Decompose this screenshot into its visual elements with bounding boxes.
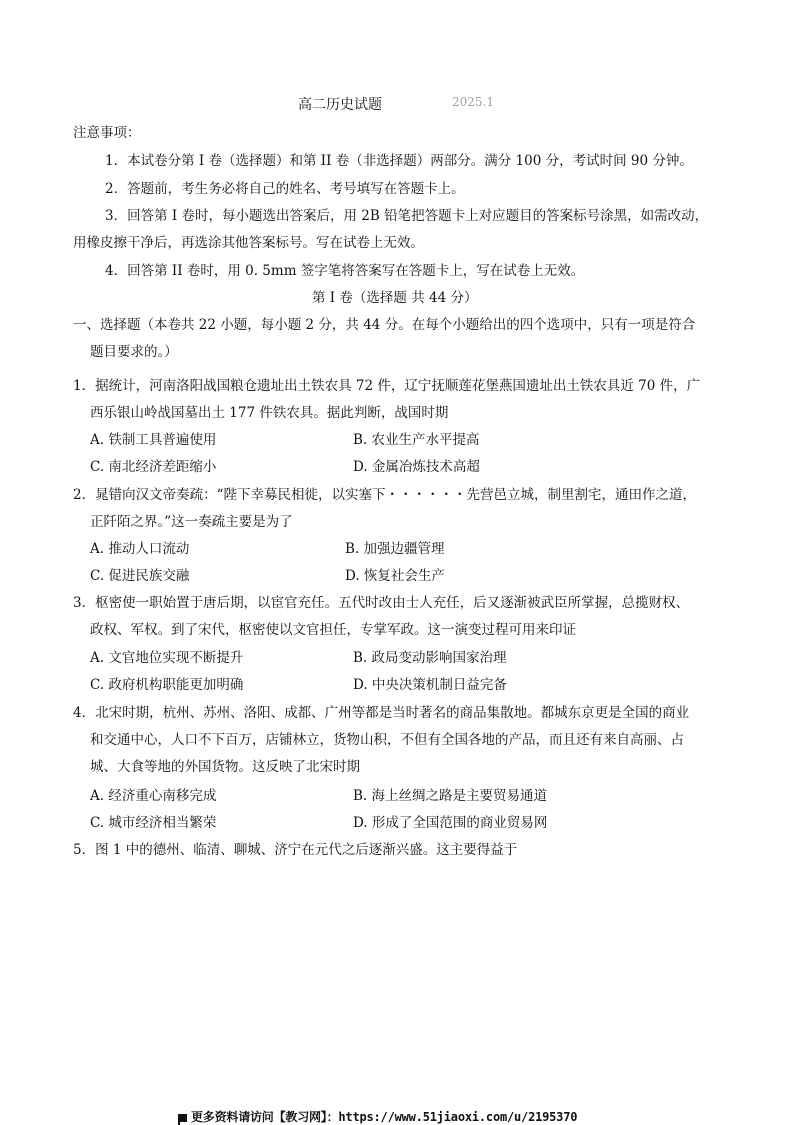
question-4-option-b: B. 海上丝绸之路是主要贸易通道 <box>353 788 548 804</box>
notice-heading: 注意事项： <box>73 125 141 141</box>
notice-item: 4．回答第 II 卷时，用 0. 5mm 签字笔将答案写在答题卡上，写在试卷上无效。 <box>105 263 585 279</box>
question-2-option-a: A. 推动人口流动 <box>90 541 190 557</box>
question-2-stem: 2．晁错向汉文帝奏疏：“陛下幸募民相徙，以实塞下・・・・・・先营邑立城，制里割宅，通田作之道， <box>73 487 696 503</box>
question-1-option-c: C. 南北经济差距缩小 <box>90 459 217 475</box>
notice-item: 2．答题前，考生务必将自己的姓名、考号填写在答题卡上。 <box>105 181 465 197</box>
section-heading-cont: 题目要求的。） <box>90 344 178 360</box>
question-4-stem-cont: 和交通中心，人口不下百万，店铺林立，货物山积，不但有全国各地的产品，而且还有来自高丽、占 <box>90 732 684 748</box>
question-4-option-d: D. 形成了全国范围的商业贸易网 <box>353 815 548 831</box>
footer-link[interactable]: https://www.51jiaoxi.com/u/2195370 <box>338 1110 578 1124</box>
flag-icon <box>178 1114 187 1122</box>
question-5-stem: 5．图 1 中的德州、临清、聊城、济宁在元代之后逐渐兴盛。这主要得益于 <box>73 842 518 858</box>
question-3-option-d: D. 中央决策机制日益完备 <box>353 677 507 693</box>
question-3-option-c: C. 政府机构职能更加明确 <box>90 677 244 693</box>
footer-promo <box>178 1108 577 1125</box>
exam-date <box>452 95 494 109</box>
question-3-option-a: A. 文官地位实现不断提升 <box>90 650 244 666</box>
question-1-stem-cont: 西乐银山岭战国墓出土 177 件铁农具。据此判断，战国时期 <box>90 405 449 421</box>
question-4-option-c: C. 城市经济相当繁荣 <box>90 815 217 831</box>
question-2-option-b: B. 加强边疆管理 <box>345 541 445 557</box>
question-1-stem: 1．据统计，河南洛阳战国粮仓遗址出土铁农具 72 件，辽宁抚顺莲花堡燕国遗址出土铁农具近 70 件，广 <box>73 378 701 394</box>
notice-item: 3．回答第 I 卷时，每小题选出答案后，用 2B 铅笔把答题卡上对应题目的答案标号涂黑，如需改动， <box>105 208 709 224</box>
question-4-stem-cont: 城、大食等地的外国货物。这反映了北宋时期 <box>90 759 360 775</box>
question-2-option-d: D. 恢复社会生产 <box>345 568 445 584</box>
question-4-stem: 4．北宋时期，杭州、苏州、洛阳、成都、广州等都是当时著名的商品集散地。都城东京更是全国的商业 <box>73 705 690 721</box>
notice-item: 用橡皮擦干净后，再选涂其他答案标号。写在试卷上无效。 <box>73 235 424 251</box>
date-text: 2025.1 <box>452 95 494 109</box>
question-1-option-b: B. 农业生产水平提高 <box>353 432 480 448</box>
section-heading: 一、选择题（本卷共 22 小题，每小题 2 分，共 44 分。在每个小题给出的四个选项中，只有一项是符合 <box>73 317 696 333</box>
question-4-option-a: A. 经济重心南移完成 <box>90 788 217 804</box>
question-3-option-b: B. 政局变动影响国家治理 <box>353 650 507 666</box>
question-1-option-d: D. 金属冶炼技术高超 <box>353 459 480 475</box>
footer-prefix: 更多资料请访问【教习网】： <box>191 1110 339 1124</box>
question-2-stem-cont: 正阡陌之界。”这一奏疏主要是为了 <box>90 514 293 530</box>
notice-item: 1．本试卷分第 I 卷（选择题）和第 II 卷（非选择题）两部分。满分 100 分，考试时间 90 分钟。 <box>105 153 693 169</box>
question-1-option-a: A. 铁制工具普遍使用 <box>90 432 217 448</box>
question-3-stem: 3．枢密使一职始置于唐后期，以宦官充任。五代时改由士人充任，后又逐渐被武臣所掌握，总揽财权、 <box>73 595 690 611</box>
section-title: 第 I 卷（选择题 共 44 分） <box>312 290 478 306</box>
question-2-option-c: C. 促进民族交融 <box>90 568 190 584</box>
question-3-stem-cont: 政权、军权。到了宋代，枢密使以文官担任，专掌军政。这一演变过程可用来印证 <box>90 622 576 638</box>
exam-title: 高二历史试题 <box>298 97 382 113</box>
